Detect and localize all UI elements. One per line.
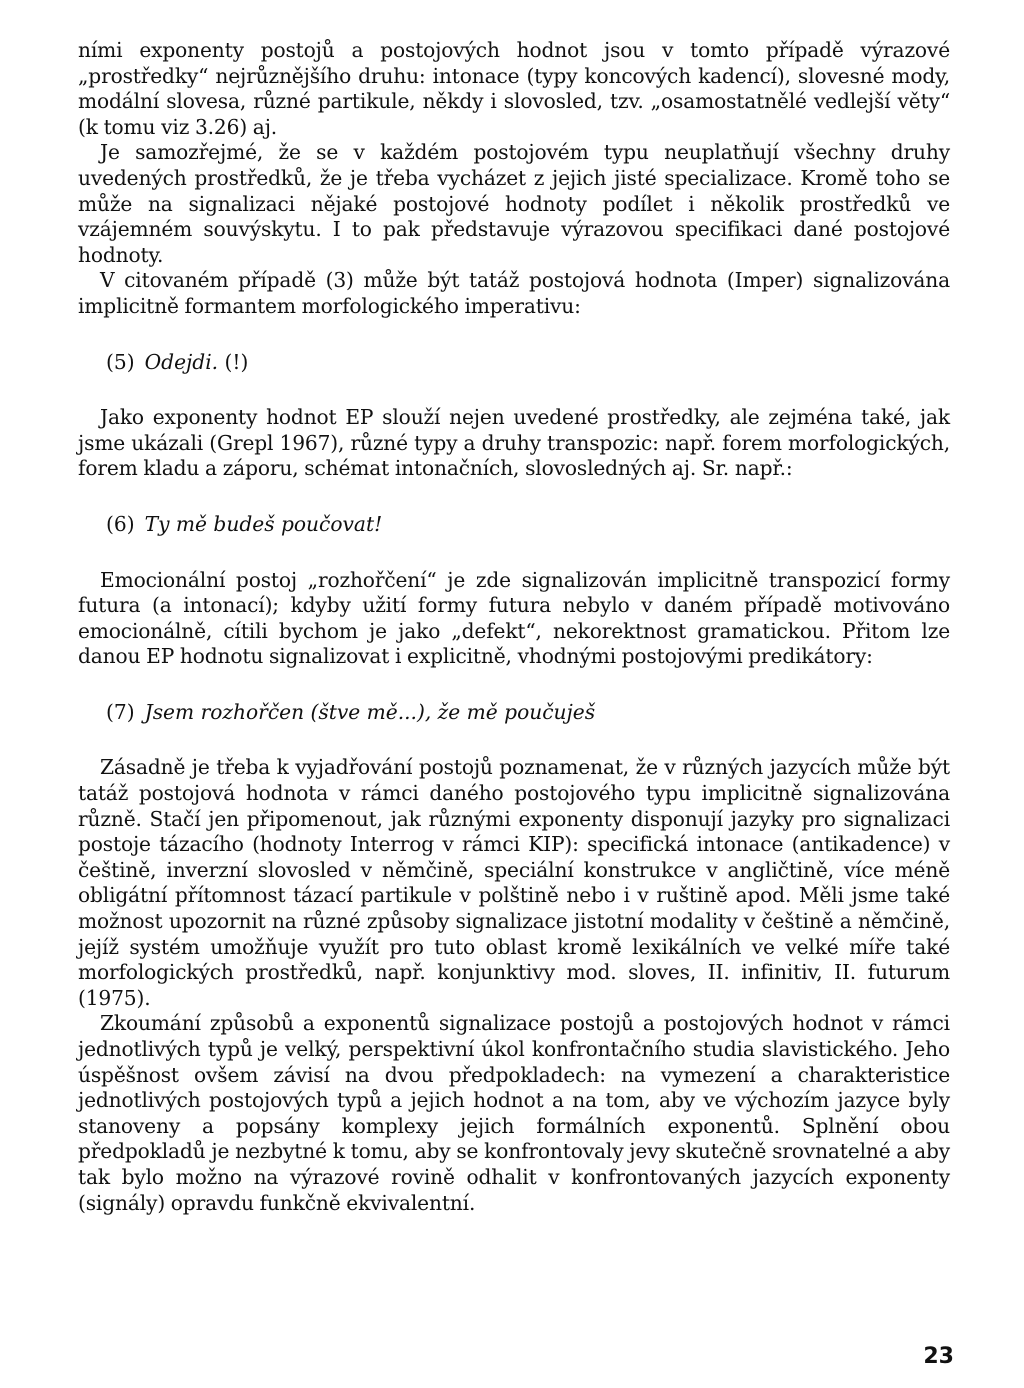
paragraph-3: V citovaném případě (3) může být tatáž postojová hodnota (Imper) signalizována implicitně formantem morfologického imperativu:	[78, 268, 950, 318]
paragraph-5: Emocionální postoj „rozhořčení“ je zde signalizován implicitně transpozicí formy futura (a intonací); kdyby užití formy futura nebylo v daném případě motivováno emocionálně, cítili bychom je jako „defekt“, nekorektnost gramatickou. Přitom lze danou EP hodnotu signalizovat i explicitně, vhodnými postojovými predikátory:	[78, 567, 950, 669]
paragraph-1: ními exponenty postojů a postojových hodnot jsou v tomto případě výrazové „prostředky“ nejrůznějšího druhu: intonace (typy koncových kadencí), slovesné mody, modální slovesa, různé partikule, někdy i slovosled, tzv. „osamostatnělé vedlejší věty“ (k tomu viz 3.26) aj.	[78, 38, 950, 139]
example-6	[78, 512, 950, 538]
example-5-text: Odejdi.	[144, 349, 219, 374]
example-5-suffix: (!)	[224, 349, 249, 374]
example-5-number: (5)	[106, 349, 135, 374]
example-7-text: Jsem rozhořčen (štve mě...), že mě poučuješ	[144, 699, 596, 724]
page-number: 23	[923, 1344, 954, 1369]
body-text	[78, 38, 950, 1216]
example-7-number: (7)	[106, 699, 135, 724]
example-7	[78, 700, 950, 726]
example-6-text: Ty mě budeš poučovat!	[144, 511, 383, 536]
paragraph-2: Je samozřejmé, že se v každém postojovém typu neuplatňují všechny druhy uvedených prostředků, že je třeba vycházet z jejich jisté specializace. Kromě toho se může na signalizaci nějaké postojové hodnoty podílet i několik prostředků ve vzájemném souvýskytu. I to pak představuje výrazovou specifikaci dané postojové hodnoty.	[78, 140, 950, 267]
example-6-number: (6)	[106, 511, 135, 536]
paragraph-4: Jako exponenty hodnot EP slouží nejen uvedené prostředky, ale zejména také, jak jsme ukázali (Grepl 1967), různé typy a druhy transpozic: např. forem morfologických, forem kladu a záporu, schémat intonačních, slovosledných aj. Sr. např.:	[78, 405, 950, 481]
paragraph-7: Zkoumání způsobů a exponentů signalizace postojů a postojových hodnot v rámci jednotlivých typů je velký, perspektivní úkol konfrontačního studia slavistického. Jeho úspěšnost ovšem závisí na dvou předpokladech: na vymezení a charakteristice jednotlivých postojových typů a jejich hodnot a na tom, aby ve výchozím jazyce byly stanoveny a popsány komplexy jejich formálních exponentů. Splnění obou předpokladů je nezbytné k tomu, aby se konfrontovaly jevy skutečně srovnatelné a aby tak bylo možno na výrazové rovině odhalit v konfrontovaných jazycích exponenty (signály) opravdu funkčně ekvivalentní.	[78, 1011, 950, 1215]
example-5	[78, 350, 950, 376]
paragraph-6: Zásadně je třeba k vyjadřování postojů poznamenat, že v různých jazycích může být tatáž postojová hodnota v rámci daného postojového typu implicitně signalizována různě. Stačí jen připomenout, jak různými exponenty disponují jazyky pro signalizaci postoje tázacího (hodnoty Interrog v rámci KIP): specifická intonace (antikadence) v češtině, inverzní slovosled v němčině, speciální konstrukce v angličtině, více méně obligátní přítomnost tázací partikule v polštině nebo i v ruštině apod. Měli jsme také možnost upozornit na různé způsoby signalizace jistotní modality v češtině a němčině, jejíž systém umožňuje využít pro tuto oblast kromě lexikálních ve velké míře také morfologických prostředků, např. konjunktivy mod. sloves, II. infinitiv, II. futurum (1975).	[78, 755, 950, 1010]
